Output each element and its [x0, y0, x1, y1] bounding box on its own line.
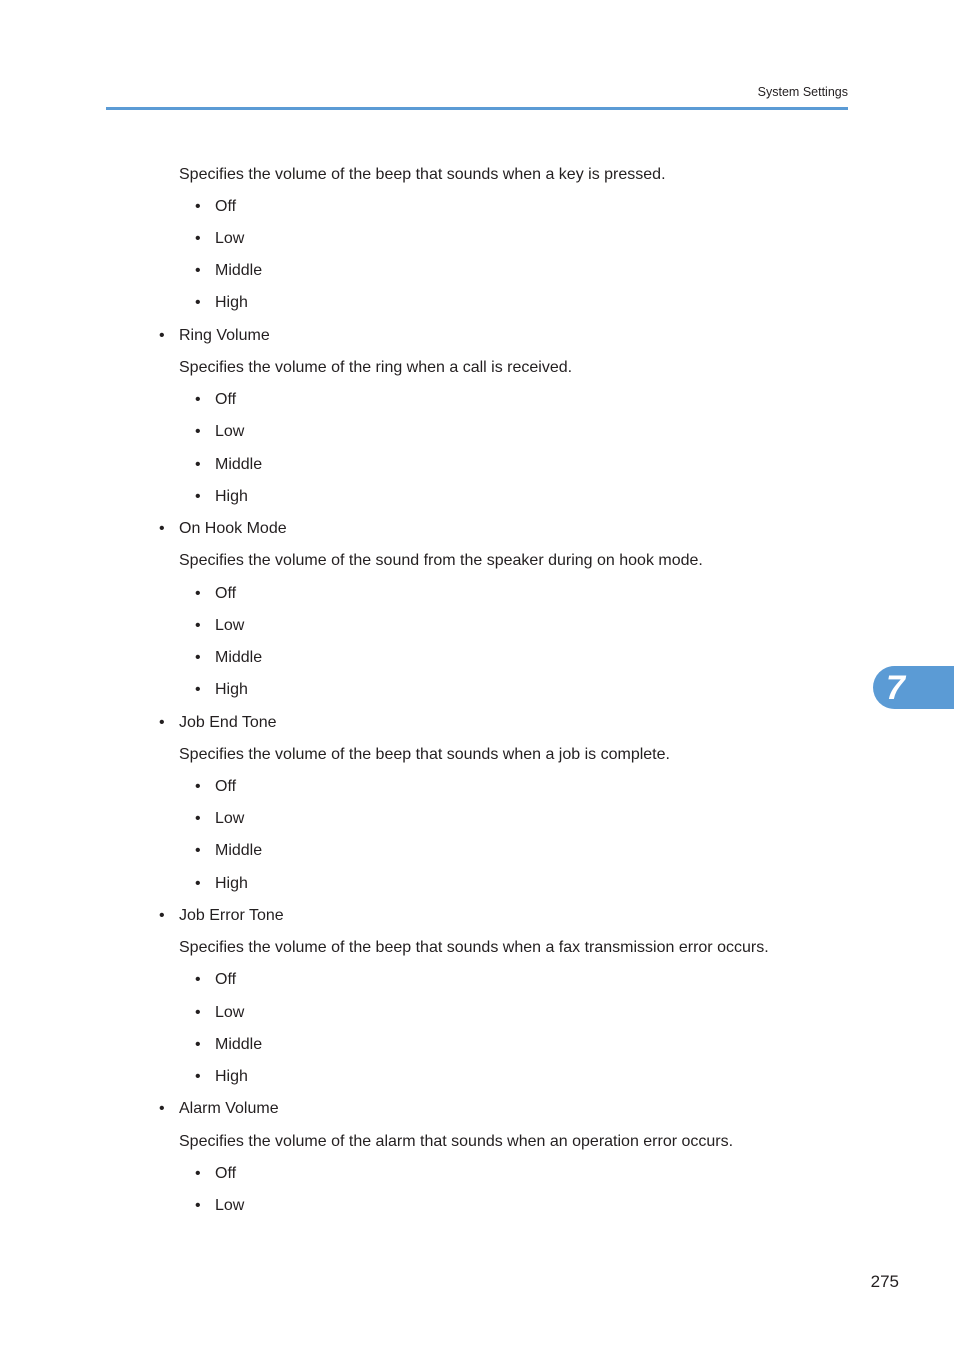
bullet-icon: • [195, 262, 201, 279]
job-end-tone-description: Specifies the volume of the beep that sounds when a job is complete. [179, 746, 670, 763]
bullet-icon: • [159, 520, 165, 537]
option-label: High [215, 875, 248, 892]
list-item [195, 422, 244, 442]
list-item [195, 841, 262, 861]
setting-item-alarm-volume [159, 1099, 279, 1119]
bullet-icon: • [195, 230, 201, 247]
bullet-icon: • [195, 875, 201, 892]
option-label: Off [215, 585, 237, 602]
bullet-icon: • [195, 423, 201, 440]
option-label: Low [215, 1197, 245, 1214]
option-label: Middle [215, 649, 263, 666]
option-label: Low [215, 1004, 245, 1021]
setting-label: Job Error Tone [179, 907, 284, 924]
bullet-icon: • [195, 617, 201, 634]
bullet-icon: • [195, 649, 201, 666]
bullet-icon: • [195, 585, 201, 602]
list-item [195, 970, 236, 990]
list-item [195, 1035, 262, 1055]
key-volume-description: Specifies the volume of the beep that sounds when a key is pressed. [179, 166, 666, 183]
list-item [195, 229, 244, 249]
bullet-icon: • [195, 842, 201, 859]
list-item [195, 680, 248, 700]
bullet-icon: • [195, 198, 201, 215]
on-hook-mode-description: Specifies the volume of the sound from the speaker during on hook mode. [179, 552, 703, 569]
option-label: Low [215, 423, 245, 440]
bullet-icon: • [159, 327, 165, 344]
header-title: System Settings [757, 85, 848, 99]
option-label: Off [215, 1165, 237, 1182]
bullet-icon: • [195, 971, 201, 988]
setting-item-job-error-tone [159, 906, 284, 926]
setting-item-job-end-tone [159, 713, 277, 733]
list-item [195, 1196, 244, 1216]
page-number: 275 [870, 1272, 899, 1291]
list-item [195, 616, 244, 636]
alarm-volume-description: Specifies the volume of the alarm that sounds when an operation error occurs. [179, 1133, 734, 1150]
option-label: High [215, 1068, 248, 1085]
ring-volume-description: Specifies the volume of the ring when a call is received. [179, 359, 573, 376]
option-label: Off [215, 198, 237, 215]
setting-item-on-hook-mode [159, 519, 287, 539]
list-item [195, 487, 248, 507]
option-label: Off [215, 778, 237, 795]
list-item [195, 648, 262, 668]
setting-label: On Hook Mode [179, 520, 287, 537]
option-label: Middle [215, 262, 263, 279]
bullet-icon: • [195, 1197, 201, 1214]
list-item [195, 390, 236, 410]
setting-item-ring-volume [159, 326, 270, 346]
option-label: High [215, 294, 248, 311]
option-label: Off [215, 391, 237, 408]
bullet-icon: • [195, 1036, 201, 1053]
bullet-icon: • [159, 907, 165, 924]
bullet-icon: • [159, 1100, 165, 1117]
setting-label: Alarm Volume [179, 1100, 279, 1117]
bullet-icon: • [195, 810, 201, 827]
list-item [195, 1067, 248, 1087]
option-label: Low [215, 617, 245, 634]
chapter-tab [873, 666, 954, 709]
list-item [195, 293, 248, 313]
setting-label: Ring Volume [179, 327, 270, 344]
bullet-icon: • [195, 1165, 201, 1182]
option-label: Middle [215, 1036, 263, 1053]
list-item [195, 1003, 244, 1023]
bullet-icon: • [195, 294, 201, 311]
bullet-icon: • [195, 1004, 201, 1021]
option-label: Off [215, 971, 237, 988]
list-item [195, 777, 236, 797]
bullet-icon: • [159, 714, 165, 731]
option-label: High [215, 488, 248, 505]
option-label: Middle [215, 842, 263, 859]
list-item [195, 1164, 236, 1184]
option-label: Low [215, 810, 245, 827]
option-label: Low [215, 230, 245, 247]
option-label: Middle [215, 456, 263, 473]
header-rule [106, 107, 848, 110]
list-item [195, 261, 262, 281]
bullet-icon: • [195, 778, 201, 795]
setting-label: Job End Tone [179, 714, 277, 731]
list-item [195, 455, 262, 475]
list-item [195, 874, 248, 894]
list-item [195, 197, 236, 217]
list-item [195, 584, 236, 604]
chapter-number: 7 [886, 669, 905, 707]
bullet-icon: • [195, 488, 201, 505]
bullet-icon: • [195, 456, 201, 473]
bullet-icon: • [195, 681, 201, 698]
list-item [195, 809, 244, 829]
bullet-icon: • [195, 391, 201, 408]
option-label: High [215, 681, 248, 698]
bullet-icon: • [195, 1068, 201, 1085]
job-error-tone-description: Specifies the volume of the beep that sounds when a fax transmission error occurs. [179, 939, 769, 956]
